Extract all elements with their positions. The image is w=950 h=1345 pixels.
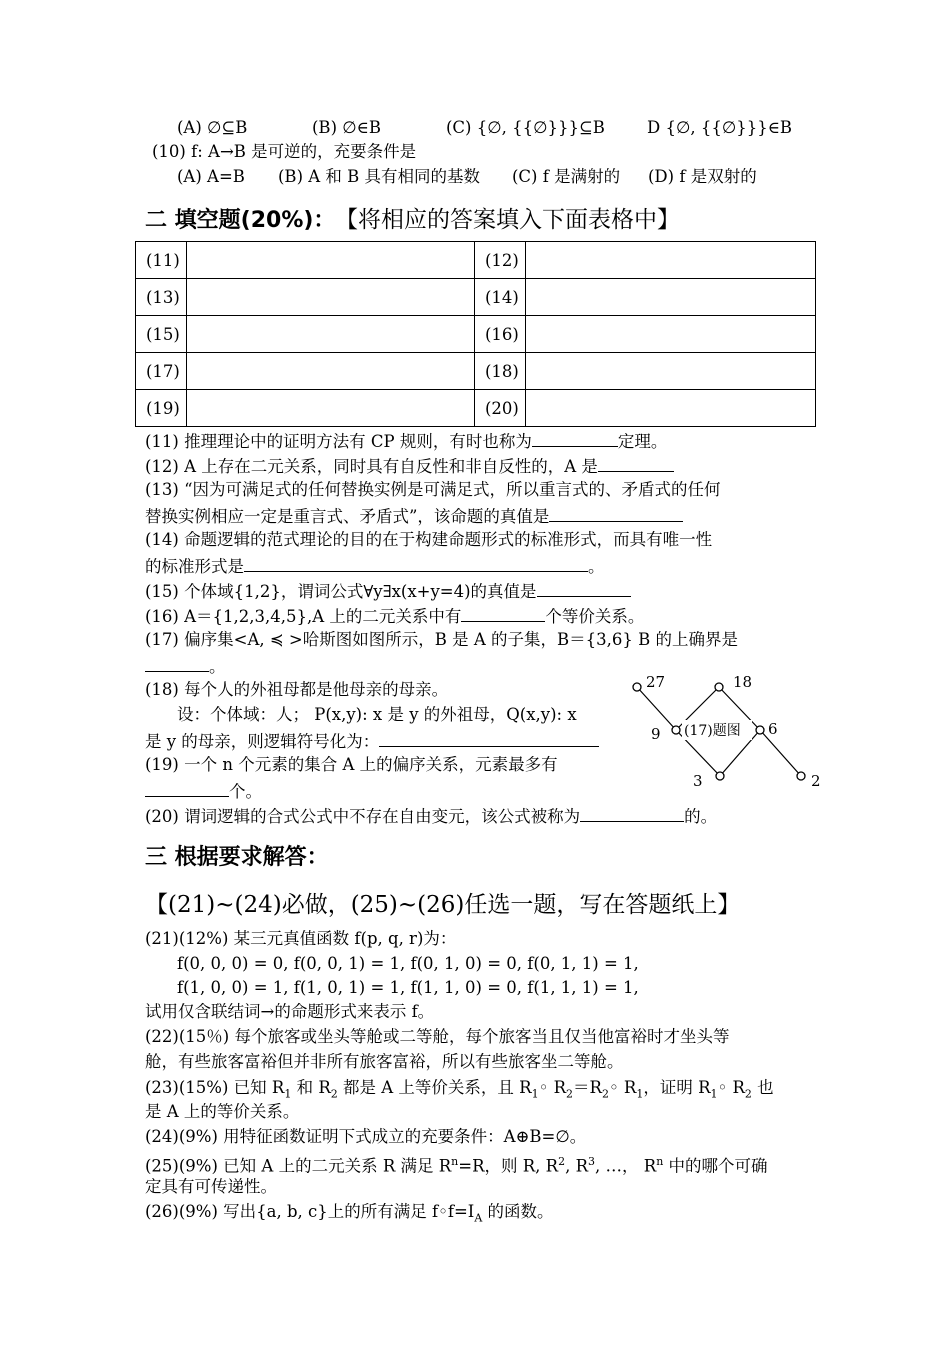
- q18-line2: 设：个体域：人； P(x,y): x 是 y 的外祖母，Q(x,y): x: [177, 705, 577, 724]
- q9-option-c: (C) {∅, {{∅}}}⊆B: [446, 118, 605, 137]
- q16: [145, 604, 644, 628]
- q9-option-b: (B) ∅∈B: [312, 118, 381, 137]
- q13-line2: [145, 504, 683, 528]
- q18-line1: (18) 每个人的外祖母都是他母亲的母亲。: [145, 680, 449, 699]
- answer-cell[interactable]: [526, 242, 816, 279]
- answer-cell[interactable]: [526, 353, 816, 390]
- node-2: [797, 772, 805, 780]
- q15-blank: [537, 579, 631, 597]
- section3-note: 【(21)~(24)必做，(25)~(26)任选一题，写在答题纸上】: [145, 892, 741, 918]
- node-label-18: 18: [733, 673, 753, 691]
- node-label-27: 27: [646, 673, 666, 691]
- node-27: [633, 683, 641, 691]
- q16-blank: [461, 604, 545, 622]
- q11: [145, 429, 667, 453]
- answer-cell[interactable]: [187, 316, 475, 353]
- node-6: [756, 726, 764, 734]
- q13-line1: (13) “因为可满足式的任何替换实例是可满足式，所以重言式的、矛盾式的任何: [145, 480, 721, 499]
- q14-line2: [145, 554, 605, 578]
- q13-blank: [549, 504, 683, 522]
- q20-blank: [580, 804, 684, 822]
- q9-option-a: (A) ∅⊆B: [177, 118, 248, 137]
- q12-blank: [598, 454, 674, 472]
- answer-label: (15): [136, 316, 187, 353]
- answer-cell[interactable]: [187, 390, 475, 427]
- answer-label: (20): [475, 390, 526, 427]
- answer-cell[interactable]: [187, 242, 475, 279]
- answer-cell[interactable]: [187, 353, 475, 390]
- q21-line1: (21)(12%) 某三元真值函数 f(p, q, r)为：: [145, 929, 457, 948]
- answer-label: (13): [136, 279, 187, 316]
- q22-line2: 舱，有些旅客富裕但并非所有旅客富裕，所以有些旅客坐二等舱。: [145, 1052, 624, 1071]
- answer-cell[interactable]: [526, 279, 816, 316]
- q14-line1: (14) 命题逻辑的范式理论的目的在于构建命题形式的标准形式，而具有唯一性: [145, 530, 713, 549]
- table-row: [136, 353, 816, 390]
- node-18: [715, 683, 723, 691]
- q11-text: (11) 推理理论中的证明方法有 CP 规则，有时也称为: [145, 432, 532, 451]
- q23-line2: 是 A 上的等价关系。: [145, 1102, 300, 1121]
- answer-label: (19): [136, 390, 187, 427]
- q16-text: (16) A＝{1,2,3,4,5},A 上的二元关系中有: [145, 607, 462, 626]
- q19-line1: (19) 一个 n 个元素的集合 A 上的偏序关系，元素最多有: [145, 755, 558, 774]
- q10-option-a: (A) A=B: [177, 167, 245, 186]
- answer-cell[interactable]: [526, 390, 816, 427]
- q19-blank: [145, 779, 229, 797]
- hasse-caption: (17)题图: [684, 723, 741, 739]
- node-label-6: 6: [768, 720, 778, 738]
- table-row: [136, 242, 816, 279]
- answer-table: [135, 241, 816, 427]
- q15: [145, 579, 631, 603]
- node-9: [672, 726, 680, 734]
- q14-blank: [244, 554, 588, 572]
- answer-label: (16): [475, 316, 526, 353]
- q24: (24)(9%) 用特征函数证明下式成立的充要条件：A⊕B=∅。: [145, 1127, 587, 1146]
- q9-option-d: D {∅, {{∅}}}∈B: [647, 118, 793, 137]
- q13-text: 替换实例相应一定是重言式、矛盾式”，该命题的真值是: [145, 507, 550, 526]
- q10-option-b: (B) A 和 B 具有相同的基数: [278, 167, 481, 186]
- q17-text-end: 。: [209, 657, 226, 676]
- table-row: [136, 316, 816, 353]
- q20-text-end: 的。: [684, 807, 718, 826]
- q20: [145, 804, 717, 828]
- q17-blank: [145, 654, 209, 672]
- q14-text: 的标准形式是: [145, 557, 244, 576]
- answer-cell[interactable]: [526, 316, 816, 353]
- q11-text-end: 定理。: [617, 432, 668, 451]
- hasse-diagram: [620, 668, 830, 800]
- q25-line1: (25)(9%) 已知 A 上的二元关系 R 满足 $R^n=R$，则 R, $R^2$, $R^3$, …， $R^n$ 中的哪个可确: [145, 1155, 768, 1176]
- q10-stem: (10) f: A→B 是可逆的，充要条件是: [152, 142, 417, 161]
- q10-option-d: (D) f 是双射的: [648, 167, 757, 186]
- q12: [145, 454, 674, 478]
- node-label-9: 9: [651, 725, 661, 743]
- q18-line3: [145, 729, 599, 753]
- section2-note: 【将相应的答案填入下面表格中】: [335, 207, 680, 233]
- answer-cell[interactable]: [187, 279, 475, 316]
- q20-text: (20) 谓词逻辑的合式公式中不存在自由变元，该公式被称为: [145, 807, 581, 826]
- node-label-3: 3: [693, 772, 703, 790]
- q21-line2: f(0, 0, 0) = 0, f(0, 0, 1) = 1, f(0, 1, 0) = 0, f(0, 1, 1) = 1,: [177, 954, 639, 973]
- answer-label: (14): [475, 279, 526, 316]
- q19-line2: [145, 779, 262, 803]
- q14-text-end: 。: [588, 557, 605, 576]
- q25-line2: 定具有可传递性。: [145, 1177, 277, 1196]
- node-3: [716, 772, 724, 780]
- q23-line1: (23)(15%) 已知 $R_1$ 和 $R_2$ 都是 A 上等价关系，且 $R_1◦$ $R_2=R_2◦$ $R_1$，证明 $R_1◦$ $R_2$ 也: [145, 1078, 774, 1101]
- section2-title: 二 填空题(20%)：: [145, 208, 336, 233]
- q17-line2: [145, 654, 226, 678]
- q11-blank: [532, 429, 618, 447]
- node-label-2: 2: [811, 772, 821, 790]
- answer-label: (11): [136, 242, 187, 279]
- q22-line1: (22)(15％) 每个旅客或坐头等舱或二等舱，每个旅客当且仅当他富裕时才坐头等: [145, 1027, 730, 1046]
- q10-option-c: (C) f 是满射的: [512, 167, 621, 186]
- q21-line3: f(1, 0, 0) = 1, f(1, 0, 1) = 1, f(1, 1, 0) = 0, f(1, 1, 1) = 1,: [177, 978, 639, 997]
- q16-text-end: 个等价关系。: [545, 607, 645, 626]
- q12-text: (12) A 上存在二元关系，同时具有自反性和非自反性的，A 是: [145, 457, 598, 476]
- q15-text: (15) 个体域{1,2}，谓词公式∀y∃x(x+y=4)的真值是: [145, 582, 537, 601]
- q18-blank: [379, 729, 599, 747]
- answer-label: (12): [475, 242, 526, 279]
- q18-text: 是 y 的母亲，则逻辑符号化为：: [145, 732, 380, 751]
- edge-27-9: [637, 687, 676, 730]
- q19-text-end: 个。: [229, 782, 262, 801]
- answer-label: (18): [475, 353, 526, 390]
- section3-title: 三 根据要求解答：: [145, 845, 329, 870]
- q26: (26)(9%) 写出{a, b, c}上的所有满足 $f◦f=I_A$ 的函数。: [145, 1202, 554, 1225]
- table-row: [136, 390, 816, 427]
- q17-line1: (17) 偏序集<A, ≼ >哈斯图如图所示，B 是 A 的子集，B＝{3,6} B 的上确界是: [145, 630, 738, 649]
- answer-label: (17): [136, 353, 187, 390]
- table-row: [136, 279, 816, 316]
- q21-line4: 试用仅含联结词→的命题形式来表示 f。: [145, 1002, 435, 1021]
- edge-6-2: [760, 730, 801, 776]
